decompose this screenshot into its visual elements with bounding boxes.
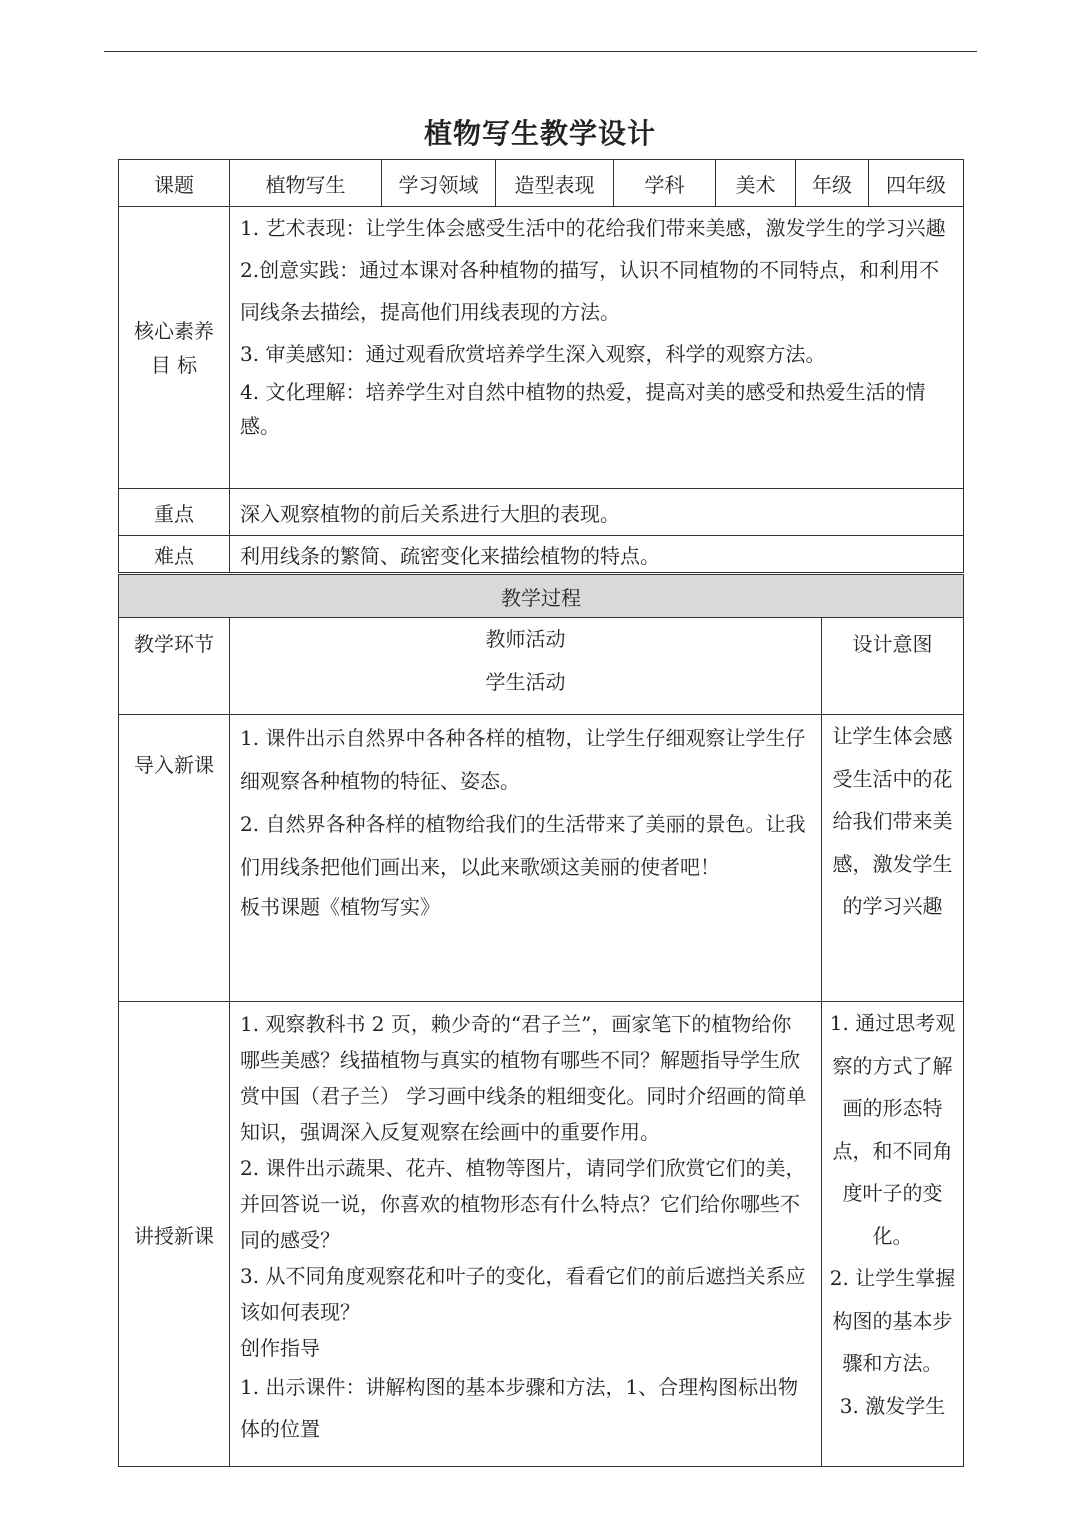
lesson-info-table — [118, 159, 964, 573]
subject-label: 学科 — [614, 160, 716, 207]
activity-item: 3. 从不同角度观察花和叶子的变化，看看它们的前后遮挡关系应该如何表现？ — [240, 1264, 806, 1324]
difficulty-value: 利用线条的繁简、疏密变化来描绘植物的特点。 — [230, 536, 964, 573]
header-rule — [104, 51, 977, 52]
grade-label: 年级 — [796, 160, 869, 207]
objectives-row — [119, 207, 964, 489]
topic-label: 课题 — [119, 160, 230, 207]
info-row — [119, 160, 964, 207]
col-teacher-header: 教师活动 — [485, 627, 566, 651]
col-stage-header: 教学环节 — [119, 618, 230, 715]
col-activity-header — [230, 618, 822, 715]
activity-item: 板书课题《植物写实》 — [240, 895, 440, 919]
activity-item: 2. 课件出示蔬果、花卉、植物等图片，请同学们欣赏它们的美，并回答说一说，你喜欢的植物形态有什么特点？它们给你哪些不同的感受？ — [240, 1156, 806, 1252]
stage-teaching: 讲授新课 — [119, 1002, 230, 1467]
activity-item: 创作指导 — [240, 1336, 320, 1360]
activity-intro — [230, 715, 822, 1002]
objective-item: 4. 文化理解：培养学生对自然中植物的热爱，提高对美的感受和热爱生活的情感。 — [240, 380, 926, 438]
objective-item: 2.创意实践：通过本课对各种植物的描写，认识不同植物的不同特点，和利用不同线条去描绘，提高他们用线表现的方法。 — [240, 258, 940, 324]
objective-item: 3. 审美感知：通过观看欣赏培养学生深入观察，科学的观察方法。 — [240, 342, 826, 366]
topic-value: 植物写生 — [230, 160, 382, 207]
process-table — [118, 574, 964, 1467]
objective-item: 1. 艺术表现：让学生体会感受生活中的花给我们带来美感，激发学生的学习兴趣 — [240, 216, 946, 240]
intent-teaching — [822, 1002, 964, 1467]
activity-item: 2. 自然界各种各样的植物给我们的生活带来了美丽的景色。让我们用线条把他们画出来，以此来歌颂这美丽的使者吧！ — [240, 812, 806, 879]
key-point-row — [119, 489, 964, 536]
process-band-title: 教学过程 — [119, 575, 964, 618]
objectives-content — [230, 207, 964, 489]
col-student-header: 学生活动 — [485, 670, 566, 694]
stage-intro: 导入新课 — [119, 715, 230, 1002]
process-row-teaching — [119, 1002, 964, 1467]
domain-label: 学习领域 — [382, 160, 496, 207]
activity-item: 1. 出示课件：讲解构图的基本步骤和方法，1、合理构图标出物体的位置 — [240, 1375, 799, 1441]
difficulty-row — [119, 536, 964, 573]
key-point-label: 重点 — [119, 489, 230, 536]
intent-item: 3. 激发学生 — [839, 1393, 946, 1418]
difficulty-label: 难点 — [119, 536, 230, 573]
intent-intro: 让学生体会感受生活中的花给我们带来美感，激发学生的学习兴趣 — [822, 715, 964, 1002]
key-point-value: 深入观察植物的前后关系进行大胆的表现。 — [230, 489, 964, 536]
grade-value: 四年级 — [869, 160, 964, 207]
intent-item: 1. 通过思考观察的方式了解画的形态特点，和不同角度叶子的变化。 — [829, 1011, 956, 1248]
process-band-row — [119, 575, 964, 618]
activity-teaching — [230, 1002, 822, 1467]
process-row-intro — [119, 715, 964, 1002]
intent-item: 2. 让学生掌握构图的基本步骤和方法。 — [829, 1266, 956, 1375]
activity-item: 1. 课件出示自然界中各种各样的植物，让学生仔细观察让学生仔细观察各种植物的特征、姿态。 — [240, 726, 806, 793]
process-header-row — [119, 618, 964, 715]
activity-item: 1. 观察教科书 2 页，赖少奇的“君子兰”，画家笔下的植物给你哪些美感？线描植物与真实的植物有哪些不同？解题指导学生欣赏中国（君子兰） 学习画中线条的粗细变化。同时介绍画的简单知识，强调深入反复观察在绘画中的重要作用。 — [240, 1012, 807, 1144]
document-title: 植物写生教学设计 — [423, 117, 656, 150]
col-intent-header: 设计意图 — [822, 618, 964, 715]
subject-value: 美术 — [716, 160, 796, 207]
objectives-label: 核心素养 目 标 — [119, 207, 230, 489]
domain-value: 造型表现 — [496, 160, 614, 207]
